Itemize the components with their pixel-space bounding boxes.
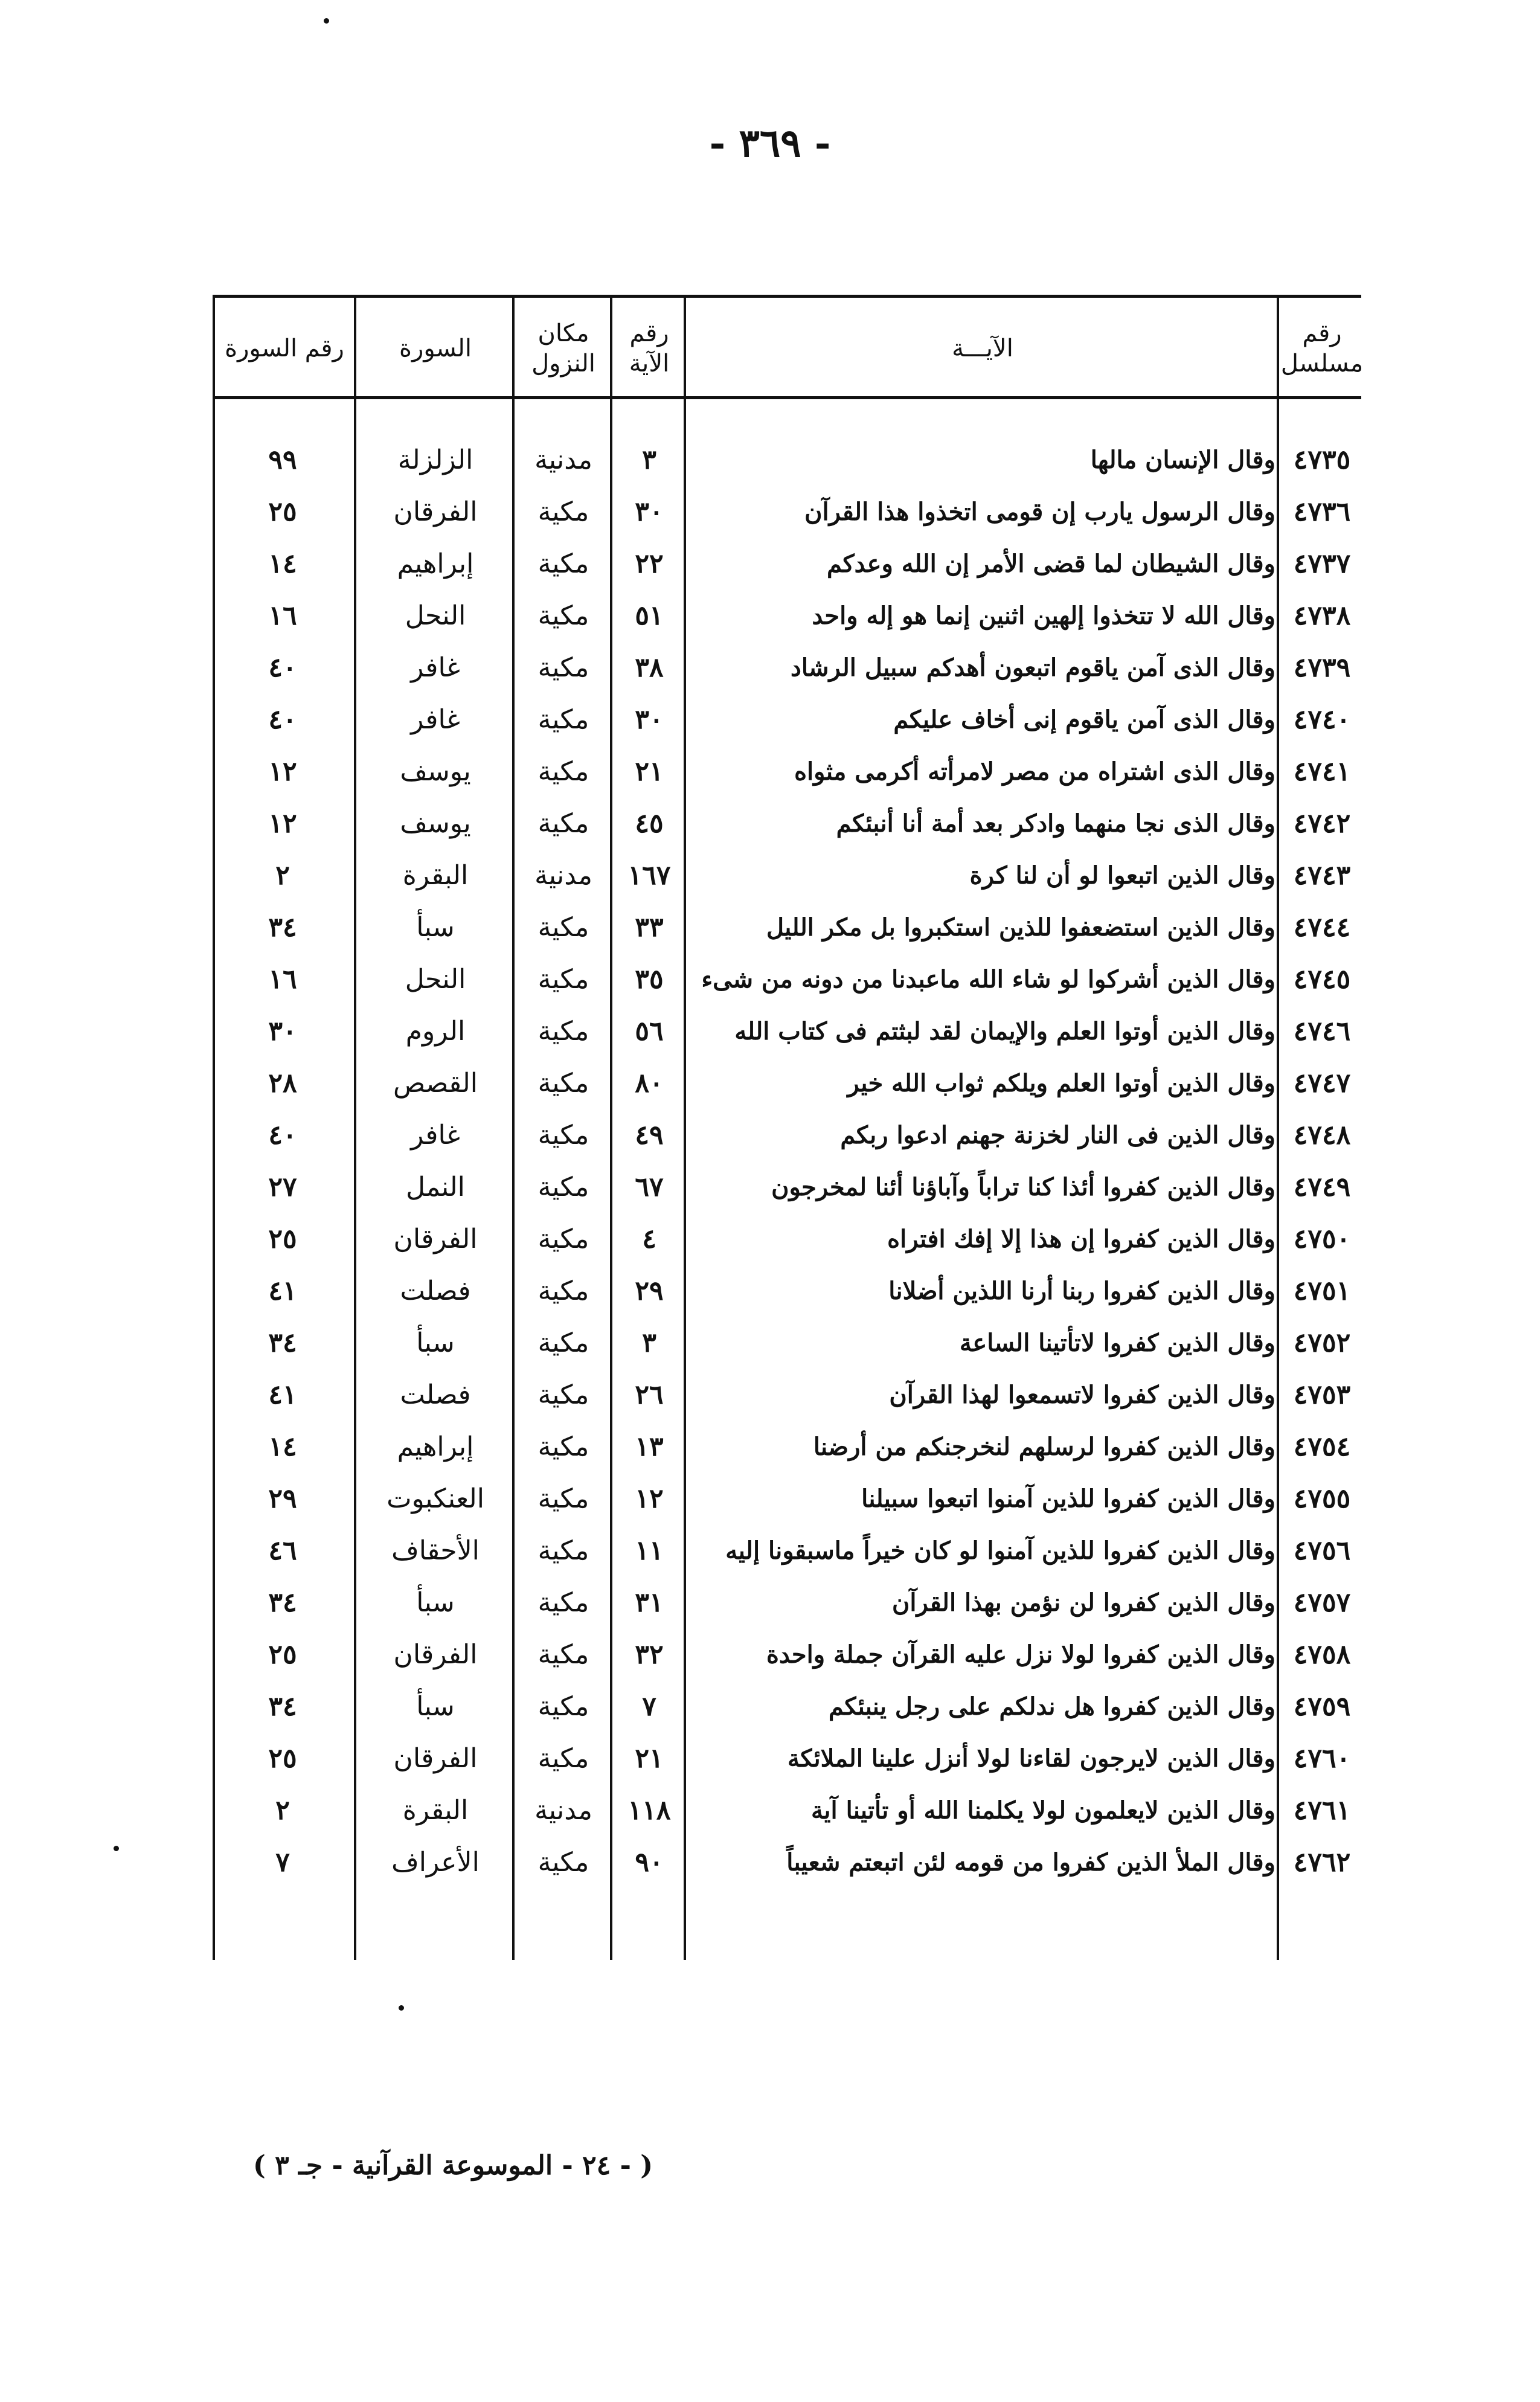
table-row [213,745,1361,797]
ayah-text: وقال الذين كفروا لاتأتينا الساعة [959,1328,1275,1357]
table-row [213,1317,1361,1369]
table-row [213,901,1361,953]
ayah-number: ٣١ [635,1587,664,1618]
serial-number: ٤٧٥٢ [1293,1327,1351,1358]
ayah-number: ٣٨ [635,652,664,683]
surah-name: سبأ [416,1327,455,1358]
revelation-place: مدنية [534,1794,592,1826]
serial-number: ٤٧٤١ [1293,756,1351,787]
serial-number: ٤٧٤٤ [1293,911,1351,943]
surah-number: ٢٨ [268,1067,297,1099]
ayah-text: وقال الذى نجا منهما وادكر بعد أمة أنا أنبئكم [836,809,1275,838]
serial-number: ٤٧٥٥ [1293,1483,1351,1514]
surah-number: ٤٦ [268,1535,297,1566]
surah-name: البقرة [402,859,469,891]
serial-number: ٤٧٦١ [1293,1794,1351,1826]
surah-name: النحل [405,600,466,631]
serial-number: ٤٧٥٦ [1293,1535,1351,1566]
ayah-text: وقال الذين كفروا لاتسمعوا لهذا القرآن [889,1380,1275,1409]
surah-number: ١٦ [268,600,297,631]
ayah-number: ٩٠ [635,1846,664,1878]
surah-name: الزلزلة [397,444,473,475]
serial-number: ٤٧٤٦ [1293,1015,1351,1047]
serial-number: ٤٧٤٣ [1293,859,1351,891]
ayah-number: ٥١ [635,600,664,631]
ayah-text: وقال الذين لايعلمون لولا يكلمنا الله أو تأتينا آية [810,1796,1275,1825]
surah-name: سبأ [416,911,455,943]
revelation-place: مكية [537,1379,589,1410]
index-table [213,295,1364,1960]
ayah-text: وقال الذين استضعفوا للذين استكبروا بل مكر الليل [766,913,1275,942]
ayah-text: وقال الذى اشتراه من مصر لامرأته أكرمى مثواه [794,757,1275,786]
table-row [213,693,1361,745]
table-row [213,1057,1361,1109]
surah-number: ٤٠ [268,704,297,735]
surah-number: ٢٥ [268,1742,297,1774]
table-header-rule [213,396,1361,399]
serial-number: ٤٧٣٥ [1293,444,1351,475]
surah-number: ١٤ [268,548,297,579]
ayah-text: وقال الذين فى النار لخزنة جهنم ادعوا ربكم [840,1120,1275,1149]
revelation-place: مكية [537,1691,589,1722]
surah-number: ٩٩ [268,444,297,475]
ayah-text: وقال الذين كفروا إن هذا إلا إفك افتراه [887,1224,1275,1253]
table-row [213,849,1361,901]
serial-number: ٤٧٣٧ [1293,548,1351,579]
revelation-place: مكية [537,1327,589,1358]
surah-number: ٣٠ [268,1015,297,1047]
ayah-number: ١٣ [635,1431,664,1462]
ayah-text: وقال الذين كفروا أئذا كنا تراباً وآباؤنا أئنا لمخرجون [771,1172,1275,1201]
ayah-text: وقال الملأ الذين كفروا من قومه لئن اتبعتم شعيباً [786,1848,1275,1877]
serial-number: ٤٧٤٠ [1293,704,1351,735]
surah-number: ٢٩ [268,1483,297,1514]
serial-number: ٤٧٥٨ [1293,1639,1351,1670]
scan-speck [399,2005,404,2011]
serial-number: ٤٧٥٣ [1293,1379,1351,1410]
surah-number: ١٢ [268,808,297,839]
revelation-place: مكية [537,1846,589,1878]
surah-number: ٤٠ [268,1119,297,1151]
ayah-text: وقال الذين كفروا ربنا أرنا اللذين أضلانا [888,1276,1275,1305]
surah-name: النحل [405,963,466,995]
table-row [213,1732,1361,1784]
surah-number: ٣٤ [268,1587,297,1618]
ayah-number: ٢١ [635,1742,664,1774]
surah-number: ١٤ [268,1431,297,1462]
ayah-text: وقال الشيطان لما قضى الأمر إن الله وعدكم [827,549,1275,578]
surah-number: ٣٤ [268,1327,297,1358]
revelation-place: مكية [537,1015,589,1047]
serial-number: ٤٧٣٨ [1293,600,1351,631]
surah-name: فصلت [400,1379,471,1410]
table-row [213,1213,1361,1265]
surah-name: إبراهيم [397,1431,474,1462]
revelation-place: مكية [537,1171,589,1203]
ayah-text: وقال الذين كفروا للذين آمنوا لو كان خيراً ماسبقونا إليه [725,1536,1275,1565]
serial-number: ٤٧٦٢ [1293,1846,1351,1878]
table-row [213,1524,1361,1576]
header-ayah: الآيـــة [952,335,1013,362]
ayah-number: ٣٣ [635,911,664,943]
serial-number: ٤٧٥٩ [1293,1691,1351,1722]
ayah-text: وقال الذى آمن ياقوم إنى أخاف عليكم [893,705,1275,734]
surah-number: ٢ [275,859,290,891]
table-top-rule [213,295,1361,298]
revelation-place: مكية [537,652,589,683]
table-row [213,434,1361,486]
surah-name: غافر [411,652,460,683]
surah-name: الفرقان [393,496,478,527]
table-row [213,1421,1361,1472]
page-number: - ٣٦٩ - [709,121,831,166]
revelation-place: مكية [537,704,589,735]
revelation-place: مكية [537,1483,589,1514]
ayah-number: ٣ [642,1327,656,1358]
ayah-number: ٣٠ [635,496,664,527]
ayah-text: وقال الذين كفروا لرسلهم لنخرجنكم من أرضنا [813,1432,1275,1461]
surah-name: الفرقان [393,1742,478,1774]
ayah-number: ٢١ [635,756,664,787]
ayah-number: ١١٨ [627,1794,671,1826]
serial-number: ٤٧٥١ [1293,1275,1351,1306]
ayah-text: وقال الإنسان مالها [1090,445,1275,474]
ayah-text: وقال الذين كفروا للذين آمنوا اتبعوا سبيلنا [861,1484,1275,1513]
ayah-text: وقال الرسول يارب إن قومى اتخذوا هذا القرآن [804,497,1275,526]
surah-number: ١٦ [268,963,297,995]
surah-number: ٧ [275,1846,290,1878]
revelation-place: مكية [537,1223,589,1254]
ayah-text: وقال الذى آمن ياقوم اتبعون أهدكم سبيل الرشاد [791,653,1275,682]
header-place: مكان النزول [531,320,595,377]
revelation-place: مكية [537,600,589,631]
revelation-place: مكية [537,756,589,787]
table-row [213,1576,1361,1628]
serial-number: ٤٧٦٠ [1293,1742,1351,1774]
header-serial: رقم مسلسل [1280,320,1364,377]
table-body [213,434,1361,1888]
table-row [213,1005,1361,1057]
ayah-number: ٢٢ [635,548,664,579]
surah-number: ٤٠ [268,652,297,683]
revelation-place: مكية [537,1431,589,1462]
ayah-text: وقال الذين أوتوا العلم ويلكم ثواب الله خير [847,1068,1275,1097]
revelation-place: مكية [537,1119,589,1151]
scan-speck [324,18,329,24]
serial-number: ٤٧٤٨ [1293,1119,1351,1151]
table-row [213,1628,1361,1680]
surah-number: ٢٥ [268,496,297,527]
surah-name: الأعراف [391,1846,480,1878]
surah-number: ١٢ [268,756,297,787]
surah-name: سبأ [416,1587,455,1618]
serial-number: ٤٧٤٧ [1293,1067,1351,1099]
ayah-number: ٧ [642,1691,656,1722]
revelation-place: مكية [537,1742,589,1774]
table-row [213,589,1361,641]
surah-name: يوسف [400,756,471,787]
ayah-text: وقال الذين كفروا هل ندلكم على رجل ينبئكم [828,1692,1275,1721]
header-surah-number: رقم السورة [225,335,344,362]
serial-number: ٤٧٤٩ [1293,1171,1351,1203]
surah-number: ٤١ [268,1379,297,1410]
revelation-place: مكية [537,1275,589,1306]
revelation-place: مكية [537,548,589,579]
header-surah: السورة [399,335,472,362]
surah-name: يوسف [400,808,471,839]
table-row [213,1836,1361,1888]
ayah-number: ٥٦ [635,1015,664,1047]
revelation-place: مكية [537,911,589,943]
surah-name: فصلت [400,1275,471,1306]
serial-number: ٤٧٥٧ [1293,1587,1351,1618]
surah-number: ٢ [275,1794,290,1826]
table-row [213,1784,1361,1836]
footer-citation: ( - ٢٤ - الموسوعة القرآنية - جـ ٣ ) [252,2150,653,2181]
ayah-number: ٣ [642,444,656,475]
table-row [213,797,1361,849]
surah-name: غافر [411,704,460,735]
revelation-place: مكية [537,1535,589,1566]
revelation-place: مكية [537,496,589,527]
surah-name: القصص [393,1067,478,1099]
table-row [213,1109,1361,1161]
serial-number: ٤٧٥٠ [1293,1223,1351,1254]
table-row [213,1472,1361,1524]
ayah-number: ١٢ [635,1483,664,1514]
table-row [213,1369,1361,1421]
serial-number: ٤٧٣٦ [1293,496,1351,527]
revelation-place: مدنية [534,444,592,475]
surah-name: إبراهيم [397,548,474,579]
ayah-number: ١٦٧ [627,859,671,891]
table-row [213,1161,1361,1213]
serial-number: ٤٧٤٢ [1293,808,1351,839]
ayah-number: ٣٢ [635,1639,664,1670]
ayah-text: وقال الذين لايرجون لقاءنا لولا أنزل علينا الملائكة [787,1744,1275,1773]
surah-name: سبأ [416,1691,455,1722]
serial-number: ٤٧٥٤ [1293,1431,1351,1462]
ayah-number: ٤٩ [635,1119,664,1151]
scan-speck [114,1846,119,1851]
revelation-place: مكية [537,1587,589,1618]
surah-name: الأحقاف [391,1535,480,1566]
ayah-text: وقال الذين أشركوا لو شاء الله ماعبدنا من دونه من شىء [701,965,1275,994]
surah-name: النمل [406,1171,465,1203]
ayah-text: وقال الذين كفروا لن نؤمن بهذا القرآن [892,1588,1275,1617]
ayah-number: ٣٠ [635,704,664,735]
revelation-place: مكية [537,1067,589,1099]
ayah-number: ٤٥ [635,808,664,839]
serial-number: ٤٧٤٥ [1293,963,1351,995]
surah-number: ٢٥ [268,1223,297,1254]
surah-number: ٣٤ [268,911,297,943]
revelation-place: مكية [537,808,589,839]
ayah-number: ٤ [642,1223,656,1254]
surah-name: البقرة [402,1794,469,1826]
surah-number: ٣٤ [268,1691,297,1722]
surah-number: ٤١ [268,1275,297,1306]
ayah-number: ٣٥ [635,963,664,995]
ayah-number: ٢٩ [635,1275,664,1306]
revelation-place: مكية [537,1639,589,1670]
ayah-number: ١١ [635,1535,664,1566]
ayah-text: وقال الله لا تتخذوا إلهين اثنين إنما هو إله واحد [812,601,1275,630]
ayah-number: ٦٧ [635,1171,664,1203]
serial-number: ٤٧٣٩ [1293,652,1351,683]
revelation-place: مدنية [534,859,592,891]
surah-number: ٢٥ [268,1639,297,1670]
ayah-text: وقال الذين كفروا لولا نزل عليه القرآن جملة واحدة [766,1640,1275,1669]
table-row [213,486,1361,538]
surah-number: ٢٧ [268,1171,297,1203]
ayah-text: وقال الذين أوتوا العلم والإيمان لقد لبثتم فى كتاب الله [734,1016,1275,1045]
table-row [213,1680,1361,1732]
surah-name: العنكبوت [387,1483,484,1514]
table-row [213,953,1361,1005]
table-row [213,641,1361,693]
header-ayah-number: رقم الآية [629,320,670,377]
ayah-number: ٢٦ [635,1379,664,1410]
surah-name: الروم [405,1015,466,1047]
revelation-place: مكية [537,963,589,995]
surah-name: الفرقان [393,1639,478,1670]
surah-name: الفرقان [393,1223,478,1254]
table-row [213,538,1361,589]
ayah-number: ٨٠ [635,1067,664,1099]
table-row [213,1265,1361,1317]
surah-name: غافر [411,1119,460,1151]
ayah-text: وقال الذين اتبعوا لو أن لنا كرة [969,861,1275,890]
